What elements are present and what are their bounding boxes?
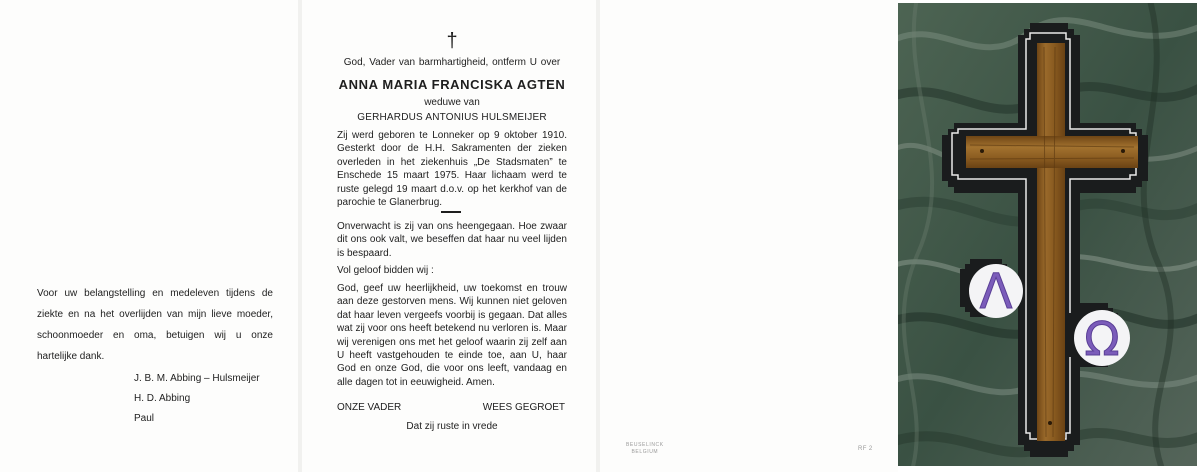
printer-mark [626,442,664,456]
thanks-text: Voor uw belangstelling en medeleven tijdens de ziekte en na het overlijden van mijn lieve moeder, schoonmoeder en oma, betuigen wij u onze hartelijke dank. [37,288,273,362]
omega-symbol: Ω [1084,312,1120,366]
signer-3: Paul [134,413,155,424]
cross-vertical-beam [1037,43,1065,441]
divider [441,211,461,213]
blank-panel [600,0,898,472]
rest-in-peace-line: Dat zij ruste in vrede [406,421,498,432]
husband-name: GERHARDUS ANTONIUS HULSMEIJER [357,112,547,123]
nail-icon [980,149,984,153]
widow-of-line: weduwe van [424,97,480,108]
cross-horizontal-beam [966,136,1138,168]
cross-icon: † [446,30,458,52]
intro-line: God, Vader van barmhartigheid, ontferm U over [343,57,561,68]
nail-icon [1048,421,1052,425]
prayer-hail-mary: WEES GEGROET [482,402,565,413]
nail-icon [1121,149,1125,153]
biography-paragraph: Zij werd geboren te Lonneker op 9 oktober 1910. Gesterkt door de H.H. Sakramenten der zieken overleden in het ziekenhuis „De Stadsmaten” te Enschede 15 maart 1975. Haar lichaam werd te ruste gelegd 19 maart d.o.v. op het kerkhof van de parochie te Glanerbrug. [337,130,567,209]
prayer-our-father: ONZE VADER [337,402,402,413]
signer-2: H. D. Abbing [134,393,191,404]
sudden-paragraph: Onverwacht is zij van ons heengegaan. Hoe zwaar dit ons ook valt, we beseffen dat haar nu veel lijden is bespaard. [337,221,567,259]
prayer-heading: Vol geloof bidden wij : [337,265,434,276]
print-code: RF 2 [858,446,873,452]
printer-name: BEUSELINCK [626,442,664,448]
cross-picture [898,3,1197,466]
signers [134,369,260,429]
signer-1: J. B. M. Abbing – Hulsmeijer [134,373,260,384]
alpha-symbol: Λ [979,264,1013,320]
deceased-name: ANNA MARIA FRANCISKA AGTEN [338,77,566,92]
prayer-paragraph: God, geef uw heerlijkheid, uw toekomst en trouw aan deze gestorven mens. Wij kunnen niet geloven dat haar leven vergeefs voorbij is gegaan. Dat alles wat zij voor ons heeft betekend nu verloren is. Maar wij verenigen ons met het geloof waarin zij zelf aan U heeft vastgehouden te einde toe, aan U, haar God en onze God, die voor ons leeft, vandaag en alle dagen tot in eeuwigheid. Amen. [337,283,567,388]
printer-country: BELGIUM [631,449,659,455]
